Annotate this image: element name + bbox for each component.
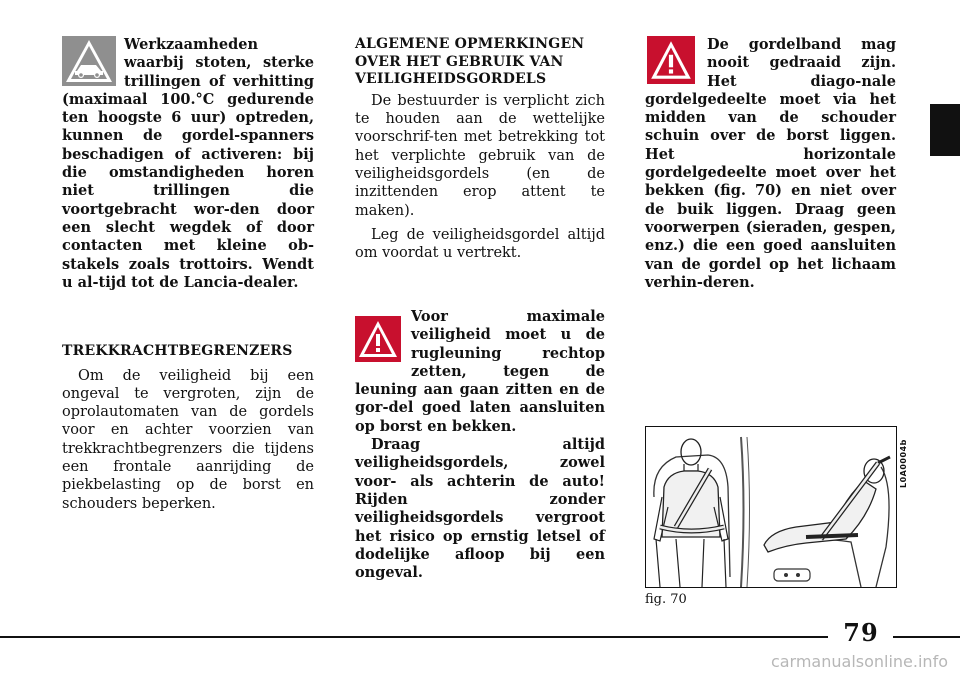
general-remarks-section	[355, 36, 605, 262]
page-number: 79	[843, 618, 879, 647]
seatbelt-illustration	[645, 426, 897, 588]
warning-block-posture	[355, 308, 605, 582]
warning-triangle-icon	[645, 36, 697, 84]
paragraph: Leg de veiligheidsgordel altijd om voordat u vertrekt.	[355, 226, 605, 262]
watermark: carmanualsonline.info	[770, 652, 948, 671]
warning-text-2: Draag altijd veiligheidsgordels, zowel voor- als achterin de auto! Rijden zonder veiligheidsgordels vergroot het risico op ernstig letsel of dodelijke afloop bij een ongeval.	[355, 436, 605, 582]
figure-code: L0A0004b	[899, 439, 908, 488]
trekkracht-section	[62, 343, 314, 513]
seatbelt-drawing	[646, 427, 896, 587]
warning-block-belt	[645, 36, 896, 292]
warning-block-vibration	[62, 36, 314, 292]
footer-rule	[893, 636, 960, 638]
warning-triangle-icon	[355, 316, 401, 362]
paragraph: De bestuurder is verplicht zich te houden aan de wettelijke voorschrif-ten met betrekking tot het verplichte gebruik van de veiligheidsgordels (en de inzittenden erop attent te maken).	[355, 92, 605, 219]
section-title: ALGEMENE OPMERKINGEN OVER HET GEBRUIK VAN VEILIGHEIDSGORDELS	[355, 36, 585, 88]
section-text: Om de veiligheid bij een ongeval te vergroten, zijn de oprolautomaten van de gordels voor en achter voorzien van trekkrachtbegrenzers die tijdens een frontale aanrijding de piekbelasting op de borst en schouders beperken.	[62, 367, 314, 512]
warning-text: De gordelband mag nooit gedraaid zijn. Het diago-nale gordelgedeelte moet via het midden van de schouder schuin over de borst liggen. Het horizontale gordelgedeelte moet over het bekken (fig. 70) en niet over de buik liggen. Draag geen voorwerpen (sieraden, gespen, enz.) die een goed aansluiten van de gordel op het lichaam verhin-deren.	[645, 36, 896, 291]
car-warning-icon	[62, 36, 116, 86]
warning-text: Voor maximale veiligheid moet u de rugleuning rechtop zetten, tegen de leuning aan gaan zitten en de gor-del goed laten aansluiten op borst en bekken.	[355, 308, 605, 435]
section-title: TREKKRACHTBEGRENZERS	[62, 343, 293, 359]
footer-rule	[0, 636, 828, 638]
figure-caption: fig. 70	[645, 592, 687, 607]
warning-text: Werkzaamheden waarbij stoten, sterke trillingen of verhitting (maximaal 100.°C gedurende ten hoogste 6 uur) optreden, kunnen de gordel-spanners beschadigen of activeren: bij die omstandigheden horen niet trillingen die voortgebracht wor-den door een slecht wegdek of door contacten met kleine ob-stakels zoals trottoirs. Wendt u al-tijd tot de Lancia-dealer.	[62, 36, 314, 291]
section-tab-marker	[930, 104, 960, 156]
